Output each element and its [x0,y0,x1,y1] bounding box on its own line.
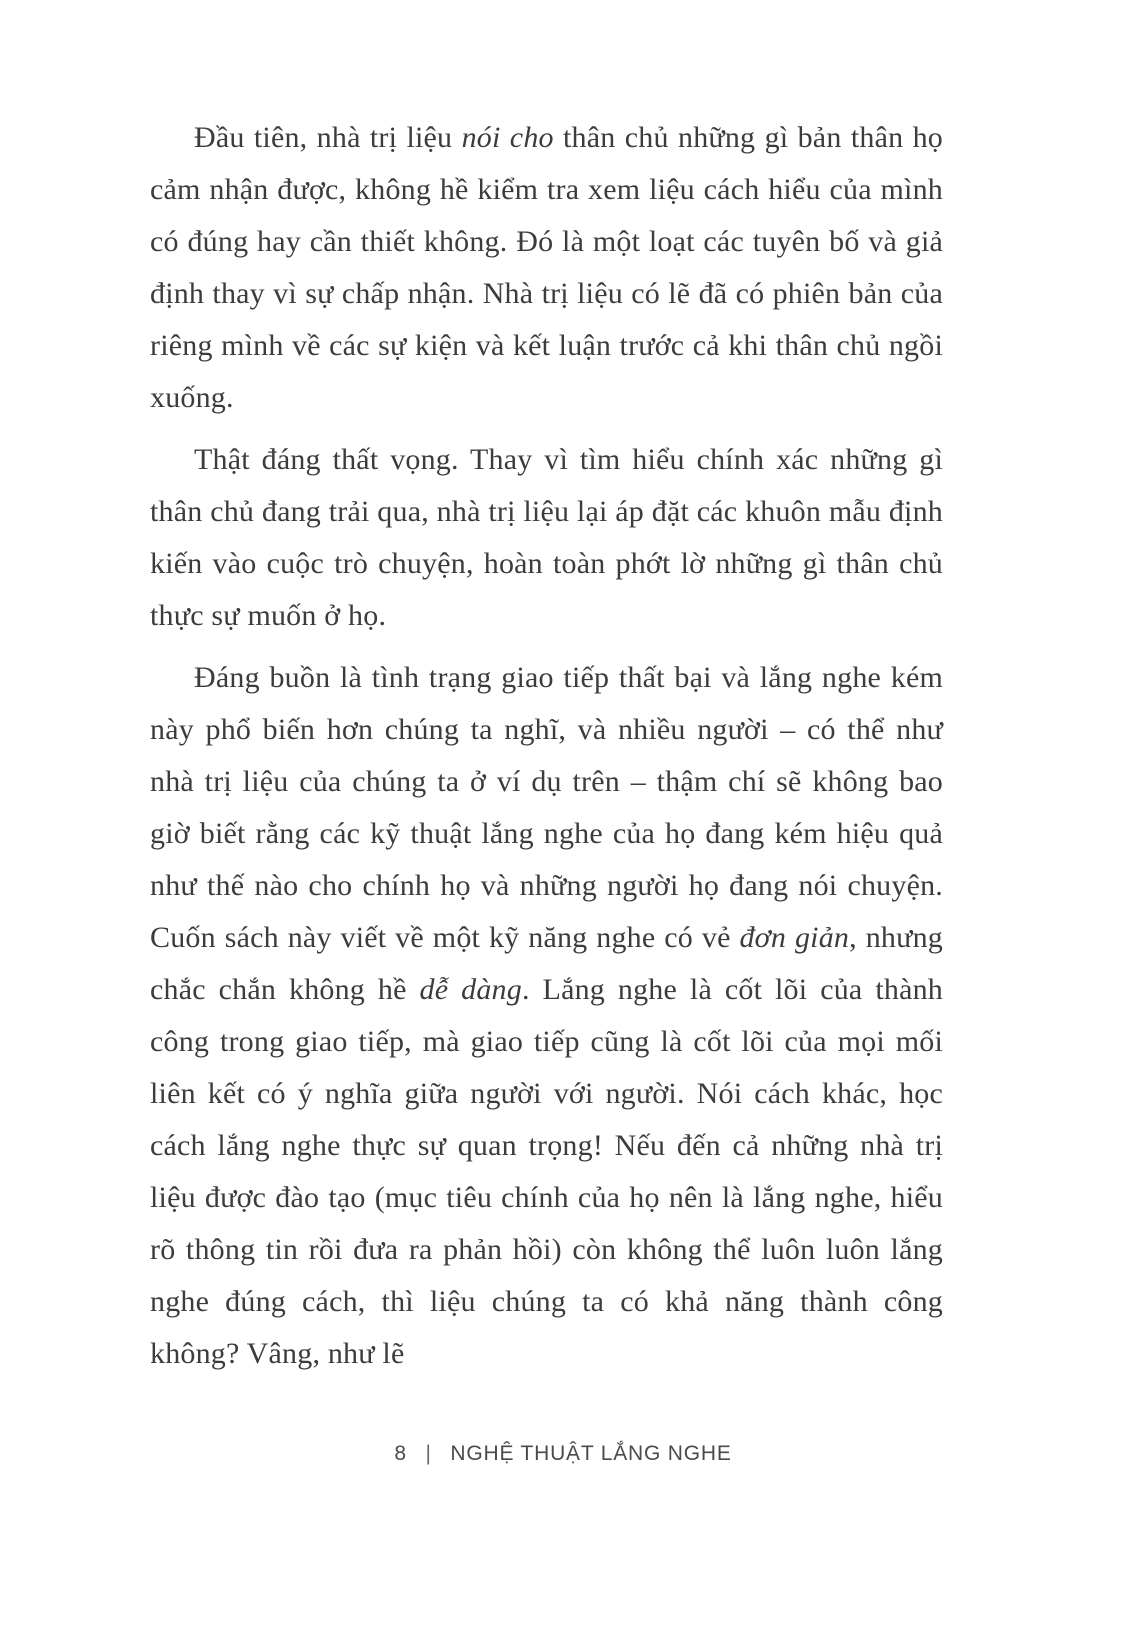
body-text: Thật đáng thất vọng. Thay vì tìm hiểu chính xác những gì thân chủ đang trải qua, nhà trị liệu lại áp đặt các khuôn mẫu định kiến vào cuộc trò chuyện, hoàn toàn phớt lờ những gì thân chủ thực sự muốn ở họ. [150,443,943,632]
book-title: NGHỆ THUẬT LẮNG NGHE [450,1442,732,1465]
page-footer [0,1442,1126,1466]
emphasis-text: đơn giản [739,921,850,954]
footer-separator: | [425,1442,432,1465]
emphasis-text: dễ dàng [419,973,522,1006]
page-number: 8 [394,1442,407,1465]
body-text: . Lắng nghe là cốt lõi của thành công trong giao tiếp, mà giao tiếp cũng là cốt lõi của mọi mối liên kết có ý nghĩa giữa người với người. Nói cách khác, học cách lắng nghe thực sự quan trọng! Nếu đến cả những nhà trị liệu được đào tạo (mục tiêu chính của họ nên là lắng nghe, hiểu rõ thông tin rồi đưa ra phản hồi) còn không thể luôn luôn lắng nghe đúng cách, thì liệu chúng ta có khả năng thành công không? Vâng, như lẽ [150,973,943,1370]
body-text: Đáng buồn là tình trạng giao tiếp thất bại và lắng nghe kém này phổ biến hơn chúng ta nghĩ, và nhiều người – có thể như nhà trị liệu của chúng ta ở ví dụ trên – thậm chí sẽ không bao giờ biết rằng các kỹ thuật lắng nghe của họ đang kém hiệu quả như thế nào cho chính họ và những người họ đang nói chuyện. Cuốn sách này viết về một kỹ năng nghe có vẻ [150,661,943,954]
paragraph [150,112,943,424]
page-body-text [150,112,943,1380]
emphasis-text: nói cho [461,121,554,154]
paragraph [150,434,943,642]
body-text: , nhưng chắc chắn không hề [150,921,943,1006]
body-text: Đầu tiên, nhà trị liệu [194,121,462,154]
body-text: thân chủ những gì bản thân họ cảm nhận được, không hề kiểm tra xem liệu cách hiểu của mình có đúng hay cần thiết không. Đó là một loạt các tuyên bố và giả định thay vì sự chấp nhận. Nhà trị liệu có lẽ đã có phiên bản của riêng mình về các sự kiện và kết luận trước cả khi thân chủ ngồi xuống. [150,121,943,414]
paragraph [150,652,943,1380]
